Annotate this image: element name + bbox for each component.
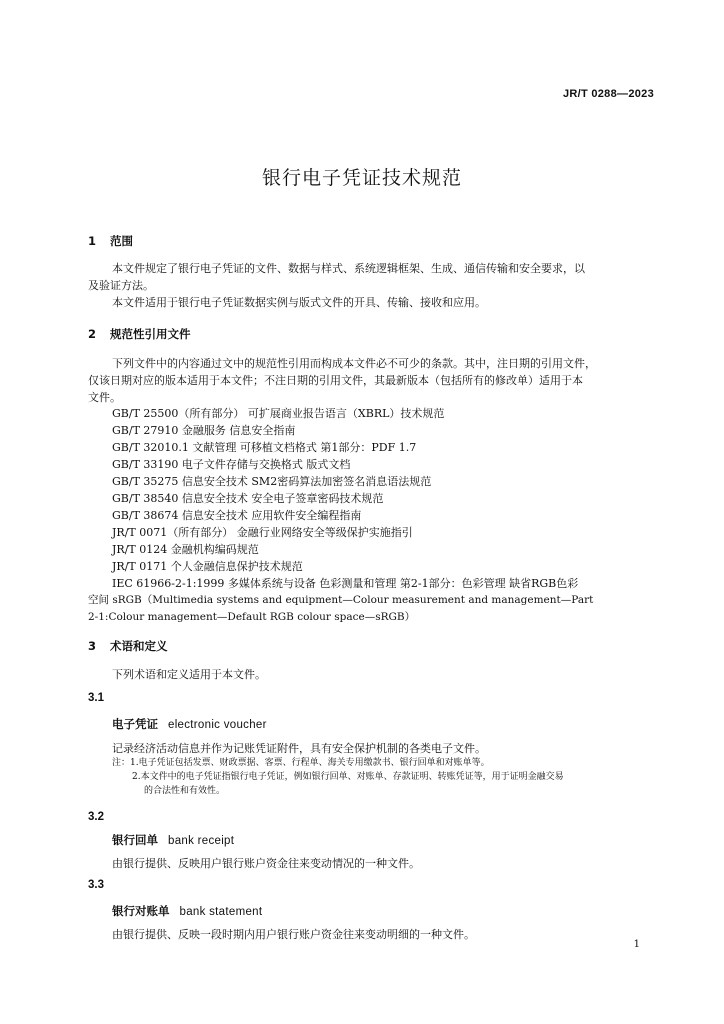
document-title: 银行电子凭证技术规范 bbox=[261, 167, 462, 189]
section-number: 1 bbox=[88, 234, 97, 248]
term-definition: 由银行提供、反映用户银行账户资金往来变动情况的一种文件。 bbox=[112, 857, 420, 870]
section-1-heading bbox=[88, 233, 133, 249]
term-heading bbox=[112, 716, 267, 732]
term-chinese: 电子凭证 bbox=[112, 717, 158, 731]
page-number: 1 bbox=[633, 939, 640, 950]
reference-item-iec-line-2: 空间 sRGB（Multimedia systems and equipment—Colour measurement and management—Part bbox=[88, 594, 594, 606]
term-chinese: 银行回单 bbox=[112, 833, 158, 847]
normative-intro-line-2: 仅该日期对应的版本适用于本文件；不注日期的引用文件，其最新版本（包括所有的修改单）适用于本 bbox=[88, 374, 583, 387]
section-title: 范围 bbox=[110, 234, 134, 248]
section-number: 2 bbox=[88, 327, 97, 341]
section-title: 术语和定义 bbox=[110, 639, 168, 653]
term-number: 3.3 bbox=[88, 879, 104, 891]
term-note-1: 注：1.电子凭证包括发票、财政票据、客票、行程单、海关专用缴款书、银行回单和对账单等。 bbox=[112, 758, 490, 768]
reference-item: JR/T 0124 金融机构编码规范 bbox=[112, 543, 259, 556]
terms-intro: 下列术语和定义适用于本文件。 bbox=[112, 668, 266, 681]
section-3-heading bbox=[88, 638, 168, 654]
reference-item-iec-line-3: 2-1:Colour management—Default RGB colour space—sRGB） bbox=[88, 611, 416, 623]
term-english: bank receipt bbox=[168, 835, 235, 847]
term-chinese: 银行对账单 bbox=[112, 904, 170, 918]
scope-paragraph-1-line-1: 本文件规定了银行电子凭证的文件、数据与样式、系统逻辑框架、生成、通信传输和安全要求，以 bbox=[112, 262, 585, 275]
section-2-heading bbox=[88, 326, 191, 342]
section-title: 规范性引用文件 bbox=[110, 327, 191, 341]
reference-item: GB/T 38674 信息安全技术 应用软件安全编程指南 bbox=[112, 509, 362, 522]
term-heading bbox=[112, 903, 262, 919]
reference-item: JR/T 0171 个人金融信息保护技术规范 bbox=[112, 560, 303, 573]
reference-item: GB/T 32010.1 文献管理 可移植文档格式 第1部分：PDF 1.7 bbox=[112, 441, 417, 454]
term-english: bank statement bbox=[179, 906, 263, 918]
normative-intro-line-3: 文件。 bbox=[88, 391, 121, 404]
term-definition: 由银行提供、反映一段时期内用户银行账户资金往来变动明细的一种文件。 bbox=[112, 928, 475, 941]
reference-item: GB/T 35275 信息安全技术 SM2密码算法加密签名消息语法规范 bbox=[112, 475, 432, 488]
standard-code: JR/T 0288—2023 bbox=[562, 88, 654, 100]
term-note-2-line-1: 2.本文件中的电子凭证指银行电子凭证，例如银行回单、对账单、存款证明、转账凭证等，用于证明金融交易 bbox=[132, 772, 564, 782]
normative-intro-line-1: 下列文件中的内容通过文中的规范性引用而构成本文件必不可少的条款。其中，注日期的引用文件， bbox=[112, 357, 596, 370]
term-english: electronic voucher bbox=[168, 719, 267, 731]
section-number: 3 bbox=[88, 639, 97, 653]
reference-item: GB/T 38540 信息安全技术 安全电子签章密码技术规范 bbox=[112, 492, 384, 505]
term-number: 3.1 bbox=[88, 692, 104, 704]
reference-item: GB/T 27910 金融服务 信息安全指南 bbox=[112, 424, 296, 437]
reference-item: GB/T 33190 电子文件存储与交换格式 版式文档 bbox=[112, 458, 351, 471]
term-number: 3.2 bbox=[88, 811, 104, 823]
reference-item-iec-line-1: IEC 61966-2-1:1999 多媒体系统与设备 色彩测量和管理 第2-1部分：色彩管理 缺省RGB色彩 bbox=[112, 577, 579, 590]
term-definition: 记录经济活动信息并作为记账凭证附件，具有安全保护机制的各类电子文件。 bbox=[112, 742, 486, 755]
term-heading bbox=[112, 832, 234, 848]
scope-paragraph-1-line-2: 及验证方法。 bbox=[88, 279, 154, 292]
reference-item: JR/T 0071（所有部分） 金融行业网络安全等级保护实施指引 bbox=[112, 526, 413, 539]
term-note-2-line-2: 的合法性和有效性。 bbox=[144, 786, 226, 796]
reference-item: GB/T 25500（所有部分） 可扩展商业报告语言（XBRL）技术规范 bbox=[112, 407, 445, 420]
scope-paragraph-2: 本文件适用于银行电子凭证数据实例与版式文件的开具、传输、接收和应用。 bbox=[112, 296, 486, 309]
